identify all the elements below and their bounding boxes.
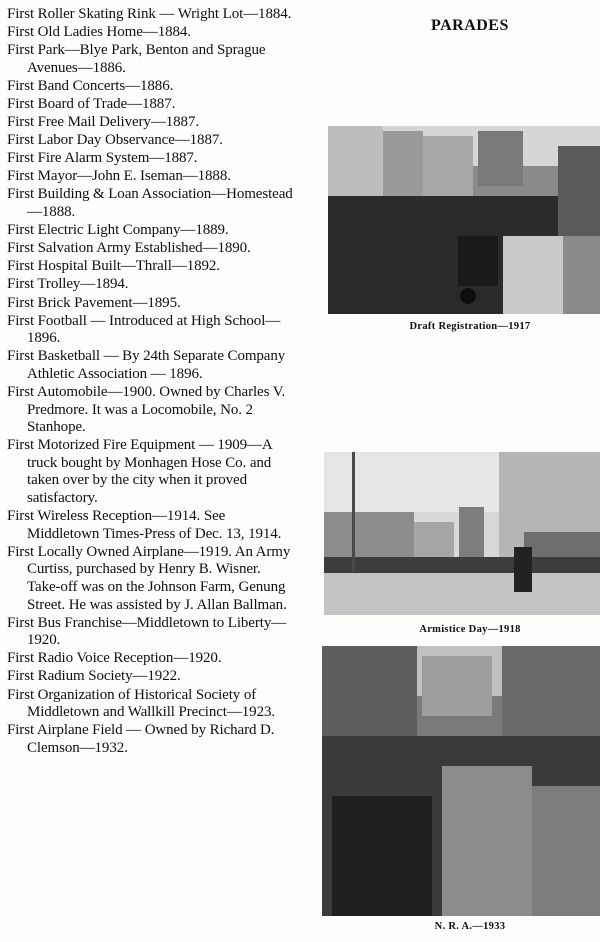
entry-brick-pavement: First Brick Pavement—1895. — [7, 294, 181, 311]
entry-radio: First Radio Voice Reception—1920. — [7, 650, 222, 667]
entry-football: First Football — Introduced at High School—1896. — [7, 312, 281, 347]
entry-fire-equipment: First Motorized Fire Equipment — 1909—A truck bought by Monhagen Hose Co. and taken over by the city when it proved satisfactory. — [7, 437, 272, 507]
entry-airplane: First Locally Owned Airplane—1919. An Army Curtiss, purchased by Henry B. Wisner. Take-off was on the Johnson Farm, Genung Street. He was assisted by J. Allan Ballman. — [7, 543, 291, 613]
entry-mail-delivery: First Free Mail Delivery—1887. — [7, 114, 199, 131]
entry-labor-day: First Labor Day Observance—1887. — [7, 132, 223, 149]
entry-band-concerts: First Band Concerts—1886. — [7, 77, 174, 94]
entry-bus-franchise: First Bus Franchise—Middletown to Liberty—1920. — [7, 614, 287, 649]
entry-board-of-trade: First Board of Trade—1887. — [7, 95, 176, 112]
entry-old-ladies-home: First Old Ladies Home—1884. — [7, 24, 191, 41]
entry-trolley: First Trolley—1894. — [7, 276, 129, 293]
caption-nra: N. R. A.—1933 — [434, 921, 506, 932]
entry-roller-rink: First Roller Skating Rink — Wright Lot—1884. — [7, 6, 292, 22]
entry-park: First Park—Blye Park, Benton and Sprague Avenues—1886. — [7, 42, 266, 76]
entry-automobile: First Automobile—1900. Owned by Charles V. Predmore. It was a Locomobile, No. 2 Stanhope. — [7, 383, 286, 436]
entry-salvation-army: First Salvation Army Established—1890. — [7, 240, 251, 257]
entry-airplane-field: First Airplane Field — Owned by Richard D. Clemson—1932. — [7, 722, 275, 756]
entry-fire-alarm: First Fire Alarm System—1887. — [7, 150, 198, 167]
entry-building-loan: First Building & Loan Association—Homestead—1888. — [7, 186, 293, 221]
entry-mayor: First Mayor—John E. Iseman—1888. — [7, 168, 231, 185]
caption-draft-registration: Draft Registration—1917 — [409, 321, 531, 332]
caption-armistice-day: Armistice Day—1918 — [419, 624, 521, 635]
entry-radium: First Radium Society—1922. — [7, 668, 181, 685]
entry-wireless: First Wireless Reception—1914. See Middletown Times-Press of Dec. 13, 1914. — [7, 508, 282, 542]
photo-nra — [322, 646, 600, 916]
entry-hospital: First Hospital Built—Thrall—1892. — [7, 258, 220, 275]
photo-draft-registration — [328, 126, 600, 314]
firsts-list — [7, 6, 297, 758]
photo-armistice-day — [324, 452, 600, 615]
entry-basketball: First Basketball — By 24th Separate Company Athletic Association — 1896. — [7, 348, 286, 382]
entry-historical-society: First Organization of Historical Society of Middletown and Wallkill Precinct—1923. — [7, 686, 276, 721]
entry-electric-light: First Electric Light Company—1889. — [7, 222, 229, 239]
section-title: PARADES — [431, 17, 509, 34]
